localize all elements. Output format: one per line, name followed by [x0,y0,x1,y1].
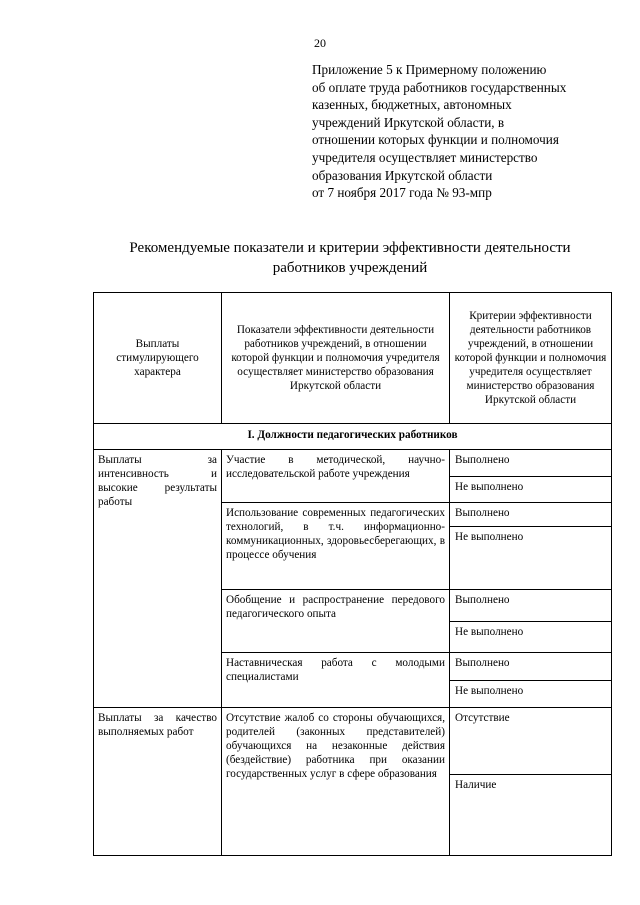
criterion-done: Выполнено [450,653,612,681]
indicator-methodical-work: Участие в методической, научно-исследовательской работе учреждения [222,450,450,503]
section-title: I. Должности педагогических работников [94,424,612,450]
payment-quality: Выплаты за качество выполняемых работ [94,708,222,856]
document-title [60,238,640,278]
appendix-note [312,61,632,202]
table-header-row [94,293,612,424]
appendix-line: образования Иркутской области [312,167,493,183]
appendix-line: учредителя осуществляет министерство [312,149,538,165]
criteria-table [93,292,612,856]
indicator-no-complaints: Отсутствие жалоб со стороны обучающихся, родителей (законных представителей) обучающихся на незаконные действия (бездействие) работника при оказании государственных услуг в сфере образования [222,708,450,856]
header-indicators: Показатели эффективности деятельности работников учреждений, в отношении которой функции и полномочия учредителя осуществляет министерство образования Иркутской области [222,293,450,424]
criterion-not-done: Не выполнено [450,527,612,590]
indicator-modern-technologies: Использование современных педагогических технологий, в т.ч. информационно-коммуникационных, здоровьесберегающих, в процессе обучения [222,503,450,590]
appendix-line: Приложение 5 к Примерному положению [312,62,547,77]
table-row [94,708,612,775]
indicator-experience-sharing: Обобщение и распространение передового педагогического опыта [222,590,450,653]
indicator-mentoring: Наставническая работа с молодыми специалистами [222,653,450,708]
criterion-not-done: Не выполнено [450,621,612,653]
appendix-line: отношении которых функции и полномочия [312,132,559,148]
header-criteria: Критерии эффективности деятельности работников учреждений, в отношении которой функции и полномочия учредителя осуществляет министерство образования Иркутской области [450,293,612,424]
title-line-2: работников учреждений [272,260,428,276]
criterion-not-done: Не выполнено [450,680,612,708]
header-payments: Выплаты стимулирующего характера [94,293,222,424]
appendix-line: об оплате труда работников государственных [312,79,567,95]
page-number: 20 [314,36,326,50]
section-row [94,424,612,450]
payment-intensity: Выплаты за интенсивность и высокие результаты работы [94,450,222,708]
criterion-done: Выполнено [450,590,612,622]
title-line-1: Рекомендуемые показатели и критерии эффективности деятельности [129,240,571,256]
criterion-done: Выполнено [450,503,612,527]
criterion-absence: Отсутствие [450,708,612,775]
appendix-line: от 7 ноября 2017 года № 93-мпр [312,185,492,201]
appendix-line: учреждений Иркутской области, в [312,114,505,130]
table-row [94,450,612,477]
criterion-presence: Наличие [450,775,612,856]
criterion-not-done: Не выполнено [450,476,612,503]
criterion-done: Выполнено [450,450,612,477]
appendix-line: казенных, бюджетных, автономных [312,97,512,113]
